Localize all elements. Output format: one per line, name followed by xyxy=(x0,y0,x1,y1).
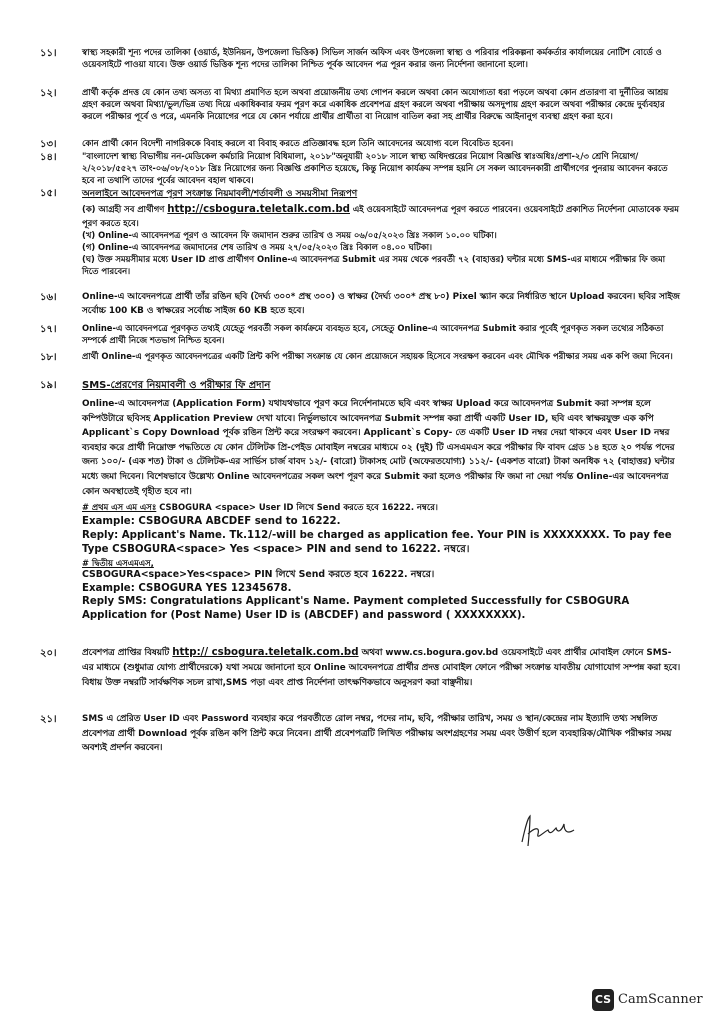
first-sms-text: CSBOGURA <space> User ID লিখে Send করতে হবে 16222. নম্বরে। xyxy=(159,502,438,513)
clause-number: ১৫। xyxy=(40,188,57,199)
clause-11 xyxy=(40,46,682,70)
camscanner-logo: CS xyxy=(592,989,614,1011)
clause-16 xyxy=(40,290,682,318)
teletalk-link[interactable]: http://csbogura.teletalk.com.bd xyxy=(167,204,350,215)
clause-text: প্রার্থী কর্তৃক প্রদত্ত যে কোন তথ্য অসত্য বা মিথ্যা প্রমাণিত হলে অথবা প্রয়োজনীয় তথ্য গোপন করলে অথবা কোন অযোগ্যতা ধরা পড়লে অথবা কোন প্রতারণা বা দুর্নীতির আশ্রয় গ্রহণ করলে অথবা মিথ্যা/ভুল/ভিন্ন তথ্য দিয়ে একাধিকবার ফরম পূরণ করে একাধিক প্রবেশপত্র গ্রহণ করলে অথবা পরীক্ষায় অসদুপায় গ্রহণ করলে অথবা পরীক্ষার কেন্দ্রে দুর্ব্যবহার করলে পরীক্ষার পূর্বে ও পরে, এমনকি নিয়োগের পরে যে কোন পর্যায়ে প্রার্থীর প্রার্থীতা বা নিয়োগ বাতিল করা সহ প্রার্থীর বিরুদ্ধে আইনানুগ ব্যবস্থা গ্রহণ করা হবে। xyxy=(82,87,669,122)
example-1: Example: CSBOGURA ABCDEF send to 16222. xyxy=(82,516,341,528)
clause-number: ১২। xyxy=(40,88,57,99)
clause-14 xyxy=(40,150,682,187)
second-sms-label: # দ্বিতীয় এসএমএস, xyxy=(82,558,154,569)
clause-15-a-pre: (ক) আগ্রহী সব প্রার্থীগণ xyxy=(82,204,165,214)
signature xyxy=(518,812,576,850)
clause-text: স্বাস্থ্য সহকারী শূন্য পদের তালিকা (ওয়ার্ড, ইউনিয়ন, উপজেলা ভিত্তিক) সিভিল সার্জন অফিস এবং উপজেলা স্বাস্থ্য ও পরিবার পরিকল্পনা কর্মকর্তার কার্যালয়ের নোটিশ বোর্ডে ও ওয়েবসাইটে পাওয়া যাবে। উক্ত ওয়ার্ড ভিত্তিক শূন্য পদের তালিকা নিশ্চিত পূর্বক আবেদন পত্র পূরন করার জন্য নির্দেশনা জানানো হলো। xyxy=(82,47,662,70)
clause-text: "বাংলাদেশ স্বাস্থ্য বিভাগীয় নন-মেডিকেল কর্মচারি নিয়োগ বিধিমালা, ২০১৮"অনুযায়ী ২০১৮ সালে স্বাস্থ্য অধিদপ্তরের নিয়োগ বিজ্ঞপ্তি স্বাঃঅধিঃ/প্রশা-২/৩ শ্রেণি নিয়োগ/২/২০১৮/৫৫২৭ তাং-০৬/০৮/২০১৮ খ্রিঃ নিয়োগের জন্য বিজ্ঞপ্তি প্রকাশিত হয়েছে, কিন্তু নিয়োগ কার্যক্রম সম্পন্ন হয়নি সে সকল আবেদনকারী প্রার্থীগণের পুনরায় আবেদন করতে হবে না তথাপি তাদের পূর্বের আবেদন বহাল থাকবে। xyxy=(82,151,668,186)
clause-20-post: অথবা www.cs.bogura.gov.bd ওয়েবসাইটে এবং প্রার্থীর মোবাইল ফোনে SMS-এর মাধ্যমে (শুধুমাত্র যোগ্য প্রার্থীদেরকে) যথা সময়ে জানানো হবে Online আবেদনপত্রে প্রার্থীর প্রদত্ত মোবাইল ফোনে পরীক্ষা সংক্রান্ত যাবতীয় যোগাযোগ সম্পন্ন করা হবে। বিধায় উক্ত নম্বরটি সার্বক্ষণিক সচল রাখা,SMS পড়া এবং প্রাপ্ত নির্দেশনা তাৎক্ষণিকভাবে অনুসরণ করা বাঞ্ছনীয়। xyxy=(82,648,681,688)
clause-number: ১১। xyxy=(40,48,57,59)
clause-text: Online-এ আবেদনপত্রে পূরণকৃত তথ্যই যেহেতু পরবর্তী সকল কার্যক্রমে ব্যবহৃত হবে, সেহেতু Online-এ আবেদনপত্র Submit করার পূর্বেই পূরণকৃত সকল তথ্যের সঠিকতা সম্পর্কে প্রার্থী নিজে শতভাগ নিশ্চিত হবেন। xyxy=(82,323,664,346)
clause-number: ১৩। xyxy=(40,139,57,150)
clause-text xyxy=(82,646,682,691)
clause-15 xyxy=(40,186,682,278)
camscanner-watermark: CamScanner xyxy=(618,992,703,1007)
reply-2: Reply SMS: Congratulations Applicant's Name. Payment completed Successfully for CSBOGURA Application for (Post Name) User ID is (ABCDEF) and password ( XXXXXXXX). xyxy=(82,596,630,621)
clause-number: ২১। xyxy=(40,714,57,725)
clause-number: ১৮। xyxy=(40,352,57,363)
example-2: Example: CSBOGURA YES 12345678. xyxy=(82,582,292,594)
clause-15-a xyxy=(82,203,682,229)
clause-20 xyxy=(40,646,682,691)
clause-text: কোন প্রার্থী কোন বিদেশী নাগরিককে বিবাহ করলে বা বিবাহ করতে প্রতিজ্ঞাবদ্ধ হলে তিনি আবেদনের অযোগ্য বলে বিবেচিত হবেন। xyxy=(82,138,514,148)
reply-1: Reply: Applicant's Name. Tk.112/-will be charged as application fee. Your PIN is XXXXXXXX. To pay fee Type CSBOGURA<space> Yes <space> PIN and send to 16222. নম্বরে। xyxy=(82,529,672,555)
clause-number: ২০। xyxy=(40,648,57,659)
first-sms xyxy=(82,501,682,513)
first-sms-label: # প্রথম এস এম এসঃ xyxy=(82,502,157,513)
clause-text: Online-এ আবেদনপত্রে প্রার্থী তাঁর রঙিন ছবি (দৈর্ঘ্য ৩০০* প্রস্থ ৩০০) ও স্বাক্ষর (দৈর্ঘ্য ৩০০* প্রস্থ ৮০) Pixel স্ক্যান করে নির্ধারিত স্থানে Upload করবেন। ছবির সাইজ সর্বোচ্চ 100 KB ও স্বাক্ষরের সর্বোচ্চ সাইজ 60 KB হতে হবে। xyxy=(82,292,680,316)
sms-instructions: Online-এ আবেদনপত্র (Application Form) যথাযথভাবে পূরণ করে নির্দেশনামতে ছবি এবং স্বাক্ষর Upload করে আবেদনপত্র Submit করা সম্পন্ন হলে কম্পিউটারে ছবিসহ Application Preview দেখা যাবে। নির্ভুলভাবে আবেদনপত্র Submit সম্পন্ন করা প্রার্থী একটি User ID, ছবি এবং স্বাক্ষরযুক্ত এক কপি Applicant`s Copy Download পূর্বক রঙিন প্রিন্ট করে সংরক্ষণ করবেন। Applicant`s Copy- তে একটি User ID নম্বর দেয়া থাকবে এবং User ID নম্বর ব্যবহার করে প্রার্থী নিম্নোক্ত পদ্ধতিতে যে কোন টেলিটক প্রি-পেইড মোবাইল নম্বরের মাধ্যমে ০২ (দুই) টি এসএমএস করে পরীক্ষার ফি বাবদ গ্রেড ১৪ হতে ২০ পর্যন্ত পদের জন্য ১০০/- (এক শত) টাকা ও টেলিটক-এর সার্ভিস চার্জ বাবদ ১২/- (বারো) টাকাসহ মোট (অফেরতযোগ্য) ১১২/- (একশত বারো) টাকা অনধিক ৭২ (বাহাত্তর) ঘন্টার মধ্যে জমা দিবেন। বিশেষভাবে উল্লেখ্য Online আবেদনপত্রের সকল অংশ পূরণ করে Submit করা হলেও পরীক্ষার ফি জমা না দেয়া পর্যন্ত Online-এর আবেদনপত্র কোন অবস্থাতেই গৃহীত হবে না। xyxy=(82,399,675,497)
clause-number: ১৭। xyxy=(40,324,57,335)
clause-heading: অনলাইনে আবেদনপত্র পূরণ সংক্রান্ত নিয়মাবলী/শর্তাবলী ও সময়সীমা নিরূপণ xyxy=(82,189,358,199)
clause-number: ১৬। xyxy=(40,292,57,303)
clause-text: প্রার্থী Online-এ পূরণকৃত আবেদনপত্রের একটি প্রিন্ট কপি পরীক্ষা সংক্রান্ত যে কোন প্রয়োজনে সহায়ক হিসেবে সংরক্ষণ করবেন এবং মৌখিক পরীক্ষার সময় এক কপি জমা দিবেন। xyxy=(82,351,673,361)
clause-12 xyxy=(40,86,682,123)
clause-17 xyxy=(40,322,682,346)
clause-13 xyxy=(40,137,682,150)
clause-text: SMS এ প্রেরিত User ID এবং Password ব্যবহার করে পরবর্তীতে রোল নম্বর, পদের নাম, ছবি, পরীক্ষার তারিখ, সময় ও স্থান/কেন্দ্রের নাম ইত্যাদি তথ্য সম্বলিত প্রবেশপত্র প্রার্থী Download পূর্বক রঙিন কপি প্রিন্ট করে নিবেন। প্রার্থী প্রবেশপত্রটি লিখিত পরীক্ষায় অংশগ্রহণের সময় এবং উত্তীর্ণ হলে ব্যবহারিক/মৌখিক পরীক্ষার সময় অবশ্যই প্রদর্শন করবেন। xyxy=(82,714,672,753)
clause-15-b: (খ) Online-এ আবেদনপত্র পূরণ ও আবেদন ফি জমাদান শুরুর তারিখ ও সময় ০৬/০৫/২০২৩ খ্রিঃ সকাল ১০.০০ ঘটিকা। xyxy=(82,229,497,240)
clause-18 xyxy=(40,350,682,363)
clause-heading: SMS-প্রেরণের নিয়মাবলী ও পরীক্ষার ফি প্রদান xyxy=(82,380,271,391)
clause-15-c: (গ) Online-এ আবেদনপত্র জমাদানের শেষ তারিখ ও সময় ২৭/০৫/২০২৩ খ্রিঃ বিকাল ০৪.০০ ঘটিকা। xyxy=(82,242,433,252)
clause-15-d: (ঘ) উক্ত সময়সীমার মধ্যে User ID প্রাপ্ত প্রার্থীগণ Online-এ আবেদনপত্র Submit এর সময় থেকে পরবর্তী ৭২ (বাহাত্তর) ঘন্টার মধ্যে SMS-এর মাধ্যমে পরীক্ষার ফি জমা দিতে পারবেন। xyxy=(82,254,666,277)
clause-19 xyxy=(40,378,682,622)
clause-20-pre: প্রবেশপত্র প্রাপ্তির বিষয়টি xyxy=(82,648,170,658)
clause-number: ১৪। xyxy=(40,152,57,163)
admit-card-link[interactable]: http:// csbogura.teletalk.com.bd xyxy=(172,647,359,658)
second-sms-text: CSBOGURA<space>Yes<space> PIN লিখে Send করতে হবে 16222. নম্বরে। xyxy=(82,569,435,581)
clause-number: ১৯। xyxy=(40,380,57,391)
clause-15-a-post: এই ওয়েবসাইটে আবেদনপত্র পূরণ করতে পারবেন। ওয়েবসাইটে প্রকাশিত নির্দেশনা মোতাবেক ফরম পূরণ করতে হবে। xyxy=(82,204,679,228)
clause-21 xyxy=(40,712,682,756)
